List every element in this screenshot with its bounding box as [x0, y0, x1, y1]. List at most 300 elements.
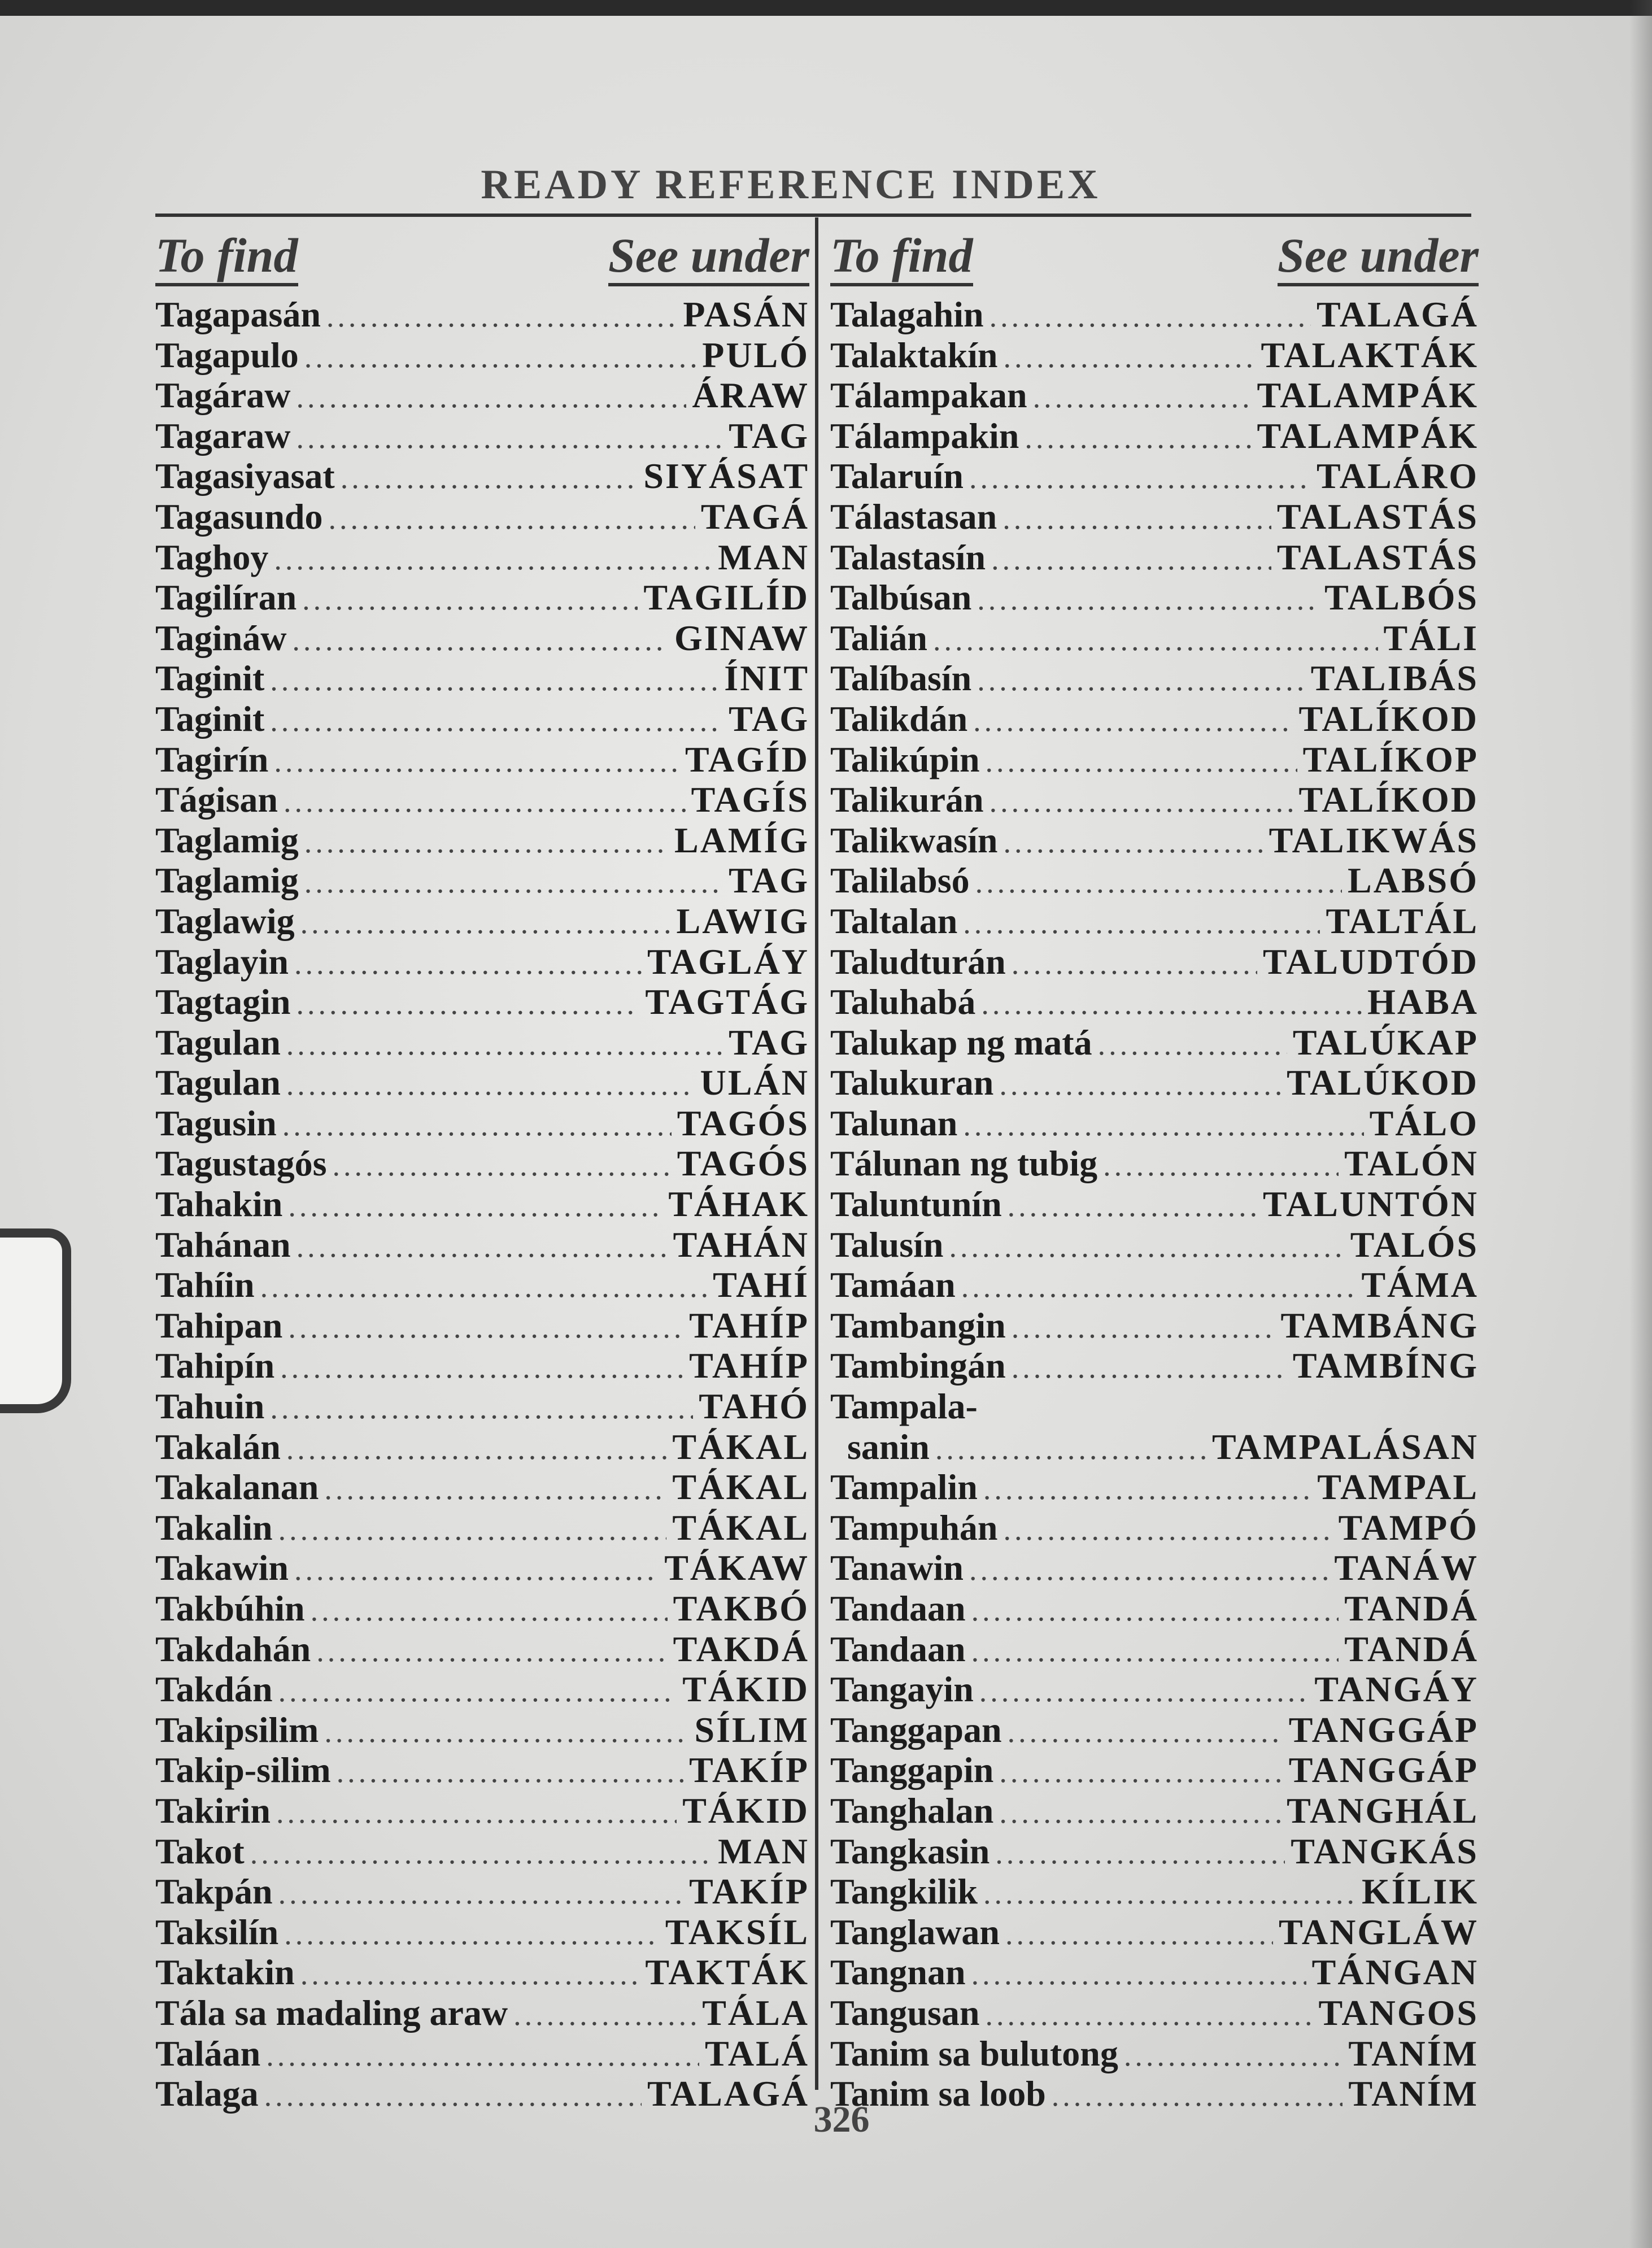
entry-term: Talaruín — [830, 456, 964, 496]
entry-see-under: TALÁ — [704, 2033, 809, 2073]
index-entry — [830, 1669, 1479, 1710]
entry-see-under: TAG — [729, 1022, 809, 1062]
entry-term: Tálunan ng tubig — [830, 1143, 1098, 1184]
entry-see-under: SIYÁSAT — [643, 456, 809, 496]
entry-term: Taluhabá — [830, 982, 976, 1022]
entry-see-under: TAGLÁY — [647, 941, 809, 982]
dot-leader — [1012, 1348, 1287, 1388]
entry-see-under: ÁRAW — [692, 375, 809, 416]
entry-see-under: TALTÁL — [1326, 900, 1479, 941]
dot-leader — [274, 539, 712, 580]
entry-see-under: TANÍM — [1348, 2033, 1479, 2073]
dot-leader — [278, 1510, 667, 1550]
entry-term: Tanawin — [830, 1548, 964, 1588]
entry-see-under: TAHÁN — [673, 1224, 809, 1265]
index-entry — [155, 1750, 809, 1790]
entry-see-under: TANGLÁW — [1278, 1911, 1479, 1952]
dot-leader — [1002, 499, 1271, 539]
dot-leader — [288, 1308, 683, 1348]
entry-term: Tambangin — [830, 1305, 1006, 1345]
dot-leader — [286, 1429, 667, 1470]
entry-term: Taglayin — [155, 941, 289, 982]
entry-term: Tahuin — [155, 1386, 265, 1427]
entry-see-under: TALÍKOP — [1302, 739, 1479, 779]
dot-leader — [1098, 1025, 1287, 1065]
index-entry — [155, 1952, 809, 1993]
to-find-label: To find — [155, 230, 298, 286]
entry-see-under: TALUNTÓN — [1263, 1184, 1479, 1225]
entry-term: Tangusan — [830, 1992, 980, 2033]
entry-term: Taglawig — [155, 900, 295, 941]
dot-leader — [1012, 1308, 1275, 1348]
dot-leader — [1008, 1712, 1283, 1753]
entry-term: Takpán — [155, 1871, 273, 1912]
scan-top-edge — [0, 0, 1652, 16]
entry-see-under: TAHÍ — [713, 1265, 809, 1305]
index-entry — [830, 779, 1479, 820]
entry-see-under: TAG — [729, 698, 809, 739]
dot-leader — [250, 1833, 712, 1874]
entry-term: Takalán — [155, 1426, 281, 1467]
entry-see-under: TAMPAL — [1317, 1467, 1479, 1508]
index-entry — [155, 1184, 809, 1225]
entry-term: Talíbasín — [830, 658, 972, 699]
index-entry — [155, 1912, 809, 1953]
index-entry — [155, 1871, 809, 1912]
entry-see-under: TAHÓ — [699, 1386, 809, 1427]
dot-leader — [1003, 337, 1255, 378]
index-entry — [830, 375, 1479, 416]
entry-term: Talusín — [830, 1224, 944, 1265]
index-entry — [155, 1710, 809, 1750]
index-entry — [155, 1386, 809, 1427]
dot-leader — [294, 1550, 659, 1591]
index-entry — [155, 658, 809, 699]
index-entry — [830, 860, 1479, 901]
entry-term: Tagináw — [155, 617, 287, 658]
dot-leader — [1124, 2036, 1342, 2076]
index-entry — [830, 1710, 1479, 1750]
index-entry — [155, 1548, 809, 1588]
entry-term: Takirin — [155, 1790, 271, 1831]
entry-term: Talaga — [155, 2073, 259, 2114]
index-entry — [830, 456, 1479, 496]
index-entry — [830, 901, 1479, 942]
entry-see-under: LABSÓ — [1348, 860, 1479, 901]
entry-see-under: GINAW — [674, 617, 809, 658]
entry-term: Tangkilik — [830, 1871, 978, 1912]
entry-term: Tagustagós — [155, 1143, 327, 1184]
entry-see-under: TANGHÁL — [1287, 1790, 1479, 1831]
entry-term: Taludturán — [830, 941, 1006, 982]
entry-term: Taglamig — [155, 820, 299, 860]
entry-term: Tampalin — [830, 1467, 978, 1508]
index-entry — [830, 1143, 1479, 1184]
dot-leader — [969, 458, 1311, 499]
entry-term: sanin — [847, 1426, 930, 1467]
entry-see-under: TAGÍD — [685, 739, 809, 779]
entry-term: Tanglawan — [830, 1911, 1000, 1952]
dot-leader — [270, 1388, 693, 1429]
index-column-left — [155, 217, 809, 2114]
entry-term: Tampuhán — [830, 1507, 998, 1548]
entry-see-under: TALAGÁ — [1316, 294, 1479, 334]
entry-see-under: TAG — [729, 860, 809, 901]
entry-see-under: TANDÁ — [1344, 1628, 1479, 1669]
dot-leader — [969, 1550, 1328, 1591]
entry-see-under: TÁKAW — [664, 1548, 809, 1588]
entry-see-under: TAKÍP — [689, 1871, 809, 1912]
index-entry — [155, 1345, 809, 1386]
dot-leader — [270, 660, 718, 701]
index-entry — [155, 1588, 809, 1629]
entry-see-under: ÍNIT — [724, 658, 809, 699]
dot-leader — [513, 1995, 696, 2036]
dot-leader — [324, 1712, 688, 1753]
entry-see-under: TÁKID — [682, 1790, 809, 1831]
entry-see-under: TALAGÁ — [647, 2073, 809, 2114]
entry-see-under: TÁLI — [1383, 617, 1479, 658]
see-under-label: See under — [608, 230, 809, 286]
index-entry — [155, 1103, 809, 1144]
dot-leader — [316, 1631, 667, 1672]
dot-leader — [983, 1469, 1311, 1510]
entry-term: Tahíin — [155, 1265, 255, 1305]
entry-see-under: TAKÍP — [689, 1750, 809, 1790]
dot-leader — [296, 377, 686, 418]
index-entry — [155, 496, 809, 537]
entry-term: Tandaan — [830, 1588, 966, 1628]
index-entry — [155, 901, 809, 942]
entry-see-under: TALIKWÁS — [1269, 820, 1479, 860]
entry-see-under: TANGKÁS — [1291, 1831, 1479, 1871]
index-entry — [155, 1305, 809, 1346]
index-entry — [830, 1103, 1479, 1144]
entry-term: Taktakin — [155, 1952, 295, 1993]
index-entry — [155, 1629, 809, 1670]
index-entry — [155, 1427, 809, 1467]
entry-see-under: TAGTÁG — [645, 982, 809, 1022]
index-entry — [830, 1427, 1479, 1467]
index-entry — [830, 1305, 1479, 1346]
entry-list — [155, 294, 809, 2114]
index-entry — [830, 1265, 1479, 1305]
entry-see-under: TALÚKOD — [1287, 1062, 1479, 1103]
entry-see-under: KÍLIK — [1361, 1871, 1479, 1912]
entry-see-under: TALBÓS — [1324, 577, 1479, 618]
dot-leader — [296, 418, 723, 459]
entry-see-under: TANÁW — [1334, 1548, 1479, 1588]
dot-leader — [949, 1227, 1344, 1267]
index-entry — [830, 2033, 1479, 2074]
entry-term: Tagaraw — [155, 415, 291, 456]
index-entry — [155, 1143, 809, 1184]
dot-leader — [288, 1186, 662, 1227]
entry-see-under: TAGILÍD — [643, 577, 809, 618]
dot-leader — [297, 1227, 668, 1267]
dot-leader — [280, 1348, 683, 1388]
index-entry — [830, 496, 1479, 537]
entry-term: Taginit — [155, 698, 265, 739]
dot-leader — [329, 499, 695, 539]
index-entry — [155, 779, 809, 820]
index-entry — [830, 1831, 1479, 1872]
index-entry — [830, 1022, 1479, 1063]
entry-see-under: TALASTÁS — [1276, 496, 1479, 537]
dot-leader — [1008, 1186, 1257, 1227]
entry-term: Tagirín — [155, 739, 269, 779]
entry-see-under: TÁLO — [1369, 1103, 1479, 1143]
entry-list — [830, 294, 1479, 2114]
entry-see-under: TÁMA — [1361, 1265, 1479, 1305]
dot-leader — [995, 1833, 1285, 1874]
dot-leader — [963, 1105, 1363, 1146]
entry-see-under: TÁKID — [682, 1669, 809, 1710]
index-entry — [830, 982, 1479, 1022]
entry-see-under: TAGÓS — [677, 1103, 809, 1143]
index-entry — [830, 1750, 1479, 1790]
entry-see-under: TALÚKAP — [1292, 1022, 1479, 1062]
index-entry — [830, 537, 1479, 578]
entry-term: Tanggapin — [830, 1750, 994, 1790]
index-entry — [830, 658, 1479, 699]
index-entry — [155, 1790, 809, 1831]
entry-see-under: TAKTÁK — [645, 1952, 809, 1993]
dot-leader — [294, 944, 642, 984]
entry-term: Talikdán — [830, 698, 968, 739]
dot-leader — [270, 701, 723, 742]
entry-see-under: PASÁN — [683, 294, 809, 334]
entry-see-under: TAHÍP — [689, 1305, 809, 1345]
index-entry — [155, 1225, 809, 1265]
index-entry — [155, 537, 809, 578]
dot-leader — [1103, 1145, 1339, 1186]
dot-leader — [999, 1752, 1283, 1793]
entry-term: Takot — [155, 1831, 245, 1871]
index-entry — [155, 618, 809, 659]
entry-see-under: ULÁN — [700, 1062, 809, 1103]
index-entry — [155, 2033, 809, 2074]
entry-see-under: TAMBÁNG — [1280, 1305, 1479, 1345]
entry-see-under: TAG — [729, 415, 809, 456]
entry-see-under: TAKBÓ — [673, 1588, 809, 1628]
entry-term: Taluntunín — [830, 1184, 1002, 1225]
entry-see-under: TAMPÓ — [1338, 1507, 1479, 1548]
dot-leader — [990, 782, 1293, 822]
entry-see-under: TÁNGAN — [1311, 1952, 1479, 1993]
index-entry — [830, 1508, 1479, 1548]
dot-leader — [326, 297, 678, 337]
entry-term: Tálampakin — [830, 415, 1019, 456]
dot-leader — [1052, 2076, 1343, 2116]
entry-term: Tanim sa loob — [830, 2073, 1046, 2114]
entry-term: Taginit — [155, 658, 265, 699]
entry-term: Talián — [830, 617, 927, 658]
entry-see-under: TANGÁY — [1314, 1669, 1479, 1710]
dot-leader — [311, 1591, 668, 1631]
entry-see-under: HABA — [1367, 982, 1479, 1022]
to-find-label: To find — [830, 230, 973, 286]
column-header — [155, 217, 809, 286]
entry-term: Tandaan — [830, 1628, 966, 1669]
index-entry — [830, 1225, 1479, 1265]
index-entry — [830, 1629, 1479, 1670]
entry-term: Talbúsan — [830, 577, 972, 618]
index-entry — [155, 577, 809, 618]
index-entry — [830, 1062, 1479, 1103]
dot-leader — [333, 1145, 672, 1186]
entry-see-under: MAN — [718, 1831, 809, 1871]
index-entry — [830, 618, 1479, 659]
entry-term: Takipsilim — [155, 1709, 319, 1750]
index-entry — [830, 1952, 1479, 1993]
dot-leader — [278, 1671, 677, 1712]
entry-see-under: TALAKTÁK — [1261, 334, 1479, 375]
dot-leader — [284, 1914, 660, 1955]
entry-term: Tanghalan — [830, 1790, 994, 1831]
index-entry — [830, 335, 1479, 376]
dot-leader — [983, 1874, 1356, 1914]
index-entry — [830, 1467, 1479, 1508]
index-entry — [830, 1548, 1479, 1588]
entry-term: Talilabsó — [830, 860, 970, 901]
entry-term: Tanim sa bulutong — [830, 2033, 1118, 2073]
entry-see-under: TALAMPÁK — [1257, 415, 1479, 456]
entry-see-under: PULÓ — [702, 334, 809, 375]
dot-leader — [999, 1793, 1281, 1833]
entry-term: Tálampakan — [830, 375, 1027, 416]
dot-leader — [971, 1954, 1306, 1995]
index-entry — [155, 456, 809, 496]
entry-see-under: TALÓN — [1344, 1143, 1479, 1184]
entry-term: Talikurán — [830, 779, 984, 820]
index-entry — [155, 1467, 809, 1508]
entry-term: Tagáraw — [155, 375, 291, 416]
entry-term: Talagahin — [830, 294, 984, 334]
index-entry — [830, 294, 1479, 335]
dot-leader — [264, 2076, 642, 2116]
dot-leader — [1012, 944, 1257, 984]
dot-leader — [297, 984, 640, 1025]
index-entry — [830, 1993, 1479, 2033]
entry-term: Taglamig — [155, 860, 299, 901]
index-entry — [830, 1871, 1479, 1912]
entry-term: Talukap ng matá — [830, 1022, 1092, 1062]
index-entry — [155, 1669, 809, 1710]
dot-leader — [986, 1995, 1313, 2036]
dot-leader — [990, 297, 1311, 337]
entry-term: Tagulan — [155, 1022, 281, 1062]
index-entry — [830, 1386, 1479, 1427]
entry-see-under: TALÍKOD — [1298, 698, 1479, 739]
dot-leader — [971, 1631, 1339, 1672]
entry-term: Tangayin — [830, 1669, 974, 1710]
entry-see-under: SÍLIM — [694, 1709, 809, 1750]
entry-term: Talikwasín — [830, 820, 998, 860]
index-entry — [155, 294, 809, 335]
index-entry — [155, 335, 809, 376]
dot-leader — [1025, 418, 1251, 459]
see-under-label: See under — [1278, 230, 1479, 286]
dot-leader — [282, 1105, 672, 1146]
entry-term: Tampala- — [830, 1386, 978, 1427]
dot-leader — [341, 458, 638, 499]
entry-see-under: TANGGÁP — [1288, 1750, 1479, 1790]
entry-see-under: TÁKAL — [672, 1507, 809, 1548]
index-entry — [155, 820, 809, 861]
dot-leader — [991, 539, 1271, 580]
dot-leader — [981, 984, 1362, 1025]
entry-term: Tangnan — [830, 1952, 966, 1993]
dot-leader — [304, 822, 669, 863]
dot-leader — [302, 580, 638, 620]
entry-see-under: TALÁRO — [1316, 456, 1479, 496]
index-entry — [155, 1508, 809, 1548]
entry-see-under: TAGÍS — [691, 779, 809, 820]
dot-leader — [337, 1752, 683, 1793]
entry-term: Tagapulo — [155, 334, 299, 375]
entry-term: Tagusin — [155, 1103, 277, 1143]
column-header — [830, 217, 1479, 286]
entry-term: Taghoy — [155, 537, 269, 577]
entry-term: Takbúhin — [155, 1588, 305, 1628]
index-entry — [830, 416, 1479, 456]
index-entry — [830, 1912, 1479, 1953]
entry-term: Tahipan — [155, 1305, 283, 1345]
entry-see-under: TALAMPÁK — [1257, 375, 1479, 416]
index-entry — [155, 2073, 809, 2114]
dot-leader — [1003, 822, 1263, 863]
dot-leader — [286, 1065, 695, 1105]
entry-term: Tálastasan — [830, 496, 997, 537]
entry-term: Takip-silim — [155, 1750, 331, 1790]
entry-see-under: LAMÍG — [674, 820, 809, 860]
entry-term: Takdán — [155, 1669, 273, 1710]
entry-see-under: TALÓS — [1350, 1224, 1479, 1265]
entry-term: Tangkasin — [830, 1831, 990, 1871]
index-entry — [155, 1831, 809, 1872]
entry-term: Tagtagin — [155, 982, 291, 1022]
entry-term: Talunan — [830, 1103, 958, 1143]
entry-term: Takalin — [155, 1507, 273, 1548]
index-entry — [830, 1345, 1479, 1386]
entry-see-under: TANGGÁP — [1288, 1709, 1479, 1750]
dot-leader — [999, 1065, 1281, 1105]
entry-term: Tágisan — [155, 779, 278, 820]
dot-leader — [1004, 1510, 1333, 1550]
dot-leader — [963, 903, 1320, 944]
entry-see-under: TALIBÁS — [1310, 658, 1479, 699]
entry-term: Talaktakín — [830, 334, 998, 375]
dot-leader — [300, 903, 671, 944]
dot-leader — [1005, 1914, 1273, 1955]
entry-term: Talikúpin — [830, 739, 980, 779]
index-entry — [830, 739, 1479, 780]
entry-see-under: TAHÍP — [689, 1345, 809, 1386]
entry-term: Tagapasán — [155, 294, 321, 334]
entry-see-under: TALASTÁS — [1276, 537, 1479, 577]
entry-see-under: TÁHAK — [668, 1184, 809, 1225]
index-entry — [155, 1022, 809, 1063]
dot-leader — [979, 1671, 1309, 1712]
entry-see-under: TANÍM — [1348, 2073, 1479, 2114]
entry-term: Tagasundo — [155, 496, 323, 537]
entry-see-under: TAGÁ — [700, 496, 809, 537]
page-number: 326 — [813, 2099, 870, 2140]
index-entry — [155, 1265, 809, 1305]
dot-leader — [977, 580, 1319, 620]
header-rule — [155, 214, 1471, 217]
